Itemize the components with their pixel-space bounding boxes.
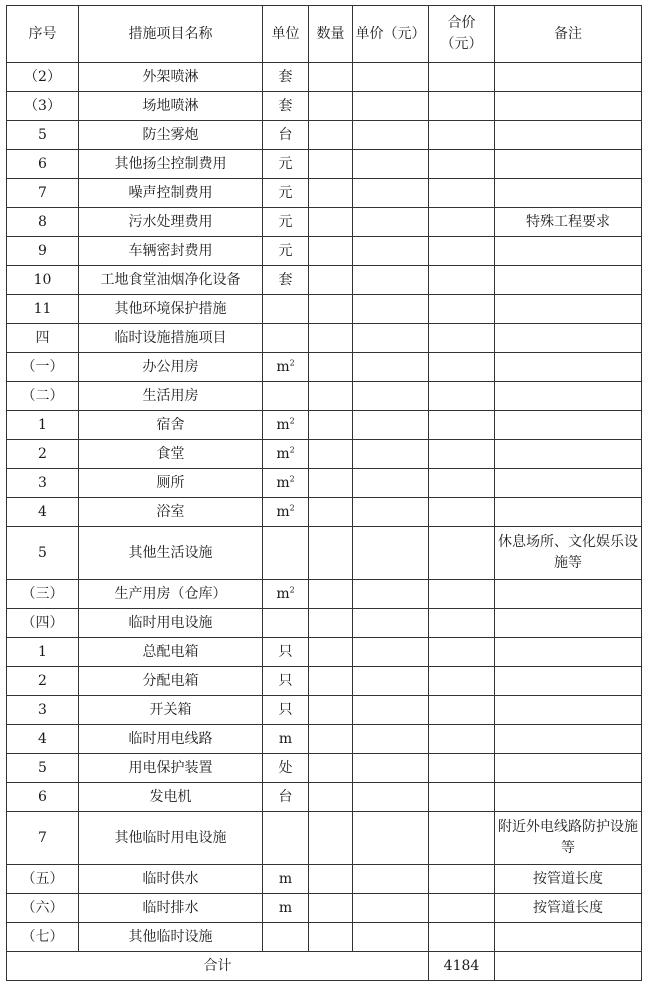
table-row [7,179,642,208]
cell-total [429,580,495,609]
table-row [7,865,642,894]
cell-total [429,894,495,923]
table-row [7,63,642,92]
cell-seq: 1 [7,638,79,667]
cell-unit: 元 [263,179,309,208]
header-note: 备注 [495,6,642,63]
cell-price [353,696,429,725]
cell-note [495,63,642,92]
cell-total [429,208,495,237]
cell-note: 特殊工程要求 [495,208,642,237]
header-unit: 单位 [263,6,309,63]
cell-total [429,121,495,150]
cell-price [353,923,429,952]
total-label: 合计 [7,952,429,981]
cell-price [353,237,429,266]
cell-note [495,696,642,725]
table-row [7,923,642,952]
cell-unit: 元 [263,237,309,266]
cell-total [429,865,495,894]
cell-seq: 5 [7,754,79,783]
total-value: 4184 [429,952,495,981]
cell-total [429,609,495,638]
cell-name: 临时用电线路 [79,725,263,754]
cell-name: 其他临时用电设施 [79,812,263,865]
cell-price [353,609,429,638]
cell-price [353,527,429,580]
cell-total [429,469,495,498]
cell-price [353,725,429,754]
cell-unit: m [263,865,309,894]
cell-unit: 元 [263,208,309,237]
cell-qty [309,754,353,783]
cell-qty [309,469,353,498]
cell-seq: （2） [7,63,79,92]
cell-price [353,324,429,353]
cell-unit: m [263,725,309,754]
cell-total [429,324,495,353]
cell-unit: 元 [263,150,309,179]
cell-note [495,121,642,150]
cell-seq: 2 [7,667,79,696]
cell-name: 防尘雾炮 [79,121,263,150]
cell-unit: $m^2$ [263,440,309,469]
cell-price [353,865,429,894]
cell-note: 按管道长度 [495,865,642,894]
cell-seq: 4 [7,725,79,754]
cell-price [353,498,429,527]
cell-note: 休息场所、文化娱乐设施等 [495,527,642,580]
cell-note [495,324,642,353]
table-row [7,696,642,725]
cell-name: 生活用房 [79,382,263,411]
table-row [7,295,642,324]
cell-note [495,150,642,179]
cell-unit: 套 [263,92,309,121]
cell-price [353,63,429,92]
header-row [7,6,642,63]
cell-seq: 1 [7,411,79,440]
cell-seq: （七） [7,923,79,952]
cell-note [495,754,642,783]
cell-price [353,179,429,208]
cell-note: 附近外电线路防护设施等 [495,812,642,865]
cell-total [429,440,495,469]
cell-seq: 6 [7,783,79,812]
cell-note [495,725,642,754]
cell-seq: 8 [7,208,79,237]
cell-qty [309,63,353,92]
table-row [7,527,642,580]
cell-name: 宿舍 [79,411,263,440]
cell-seq: 10 [7,266,79,295]
cell-unit [263,527,309,580]
cell-total [429,295,495,324]
header-seq: 序号 [7,6,79,63]
cell-seq: 3 [7,696,79,725]
cell-qty [309,498,353,527]
cell-note [495,923,642,952]
cell-name: 其他临时设施 [79,923,263,952]
cell-note [495,237,642,266]
cell-price [353,295,429,324]
cell-total [429,237,495,266]
cell-qty [309,324,353,353]
table-row [7,353,642,382]
cell-unit: $m^2$ [263,353,309,382]
table-row [7,638,642,667]
cell-note [495,667,642,696]
cell-seq: 6 [7,150,79,179]
cell-unit [263,324,309,353]
cell-seq: 7 [7,812,79,865]
total-row [7,952,642,981]
cell-total [429,266,495,295]
cell-total [429,696,495,725]
table-row [7,754,642,783]
table-row [7,812,642,865]
cell-seq: （五） [7,865,79,894]
table-row [7,580,642,609]
cell-note [495,638,642,667]
cell-price [353,382,429,411]
table-row [7,894,642,923]
cell-name: 浴室 [79,498,263,527]
cell-qty [309,295,353,324]
cell-note [495,295,642,324]
cell-price [353,411,429,440]
cell-total [429,527,495,580]
cell-total [429,382,495,411]
cell-price [353,121,429,150]
cell-name: 噪声控制费用 [79,179,263,208]
header-total: 合价（元） [429,6,495,63]
table-row [7,150,642,179]
cell-qty [309,609,353,638]
cell-qty [309,266,353,295]
cell-unit: 处 [263,754,309,783]
table-row [7,667,642,696]
cell-qty [309,382,353,411]
cell-total [429,179,495,208]
cell-note [495,440,642,469]
cell-total [429,923,495,952]
cell-qty [309,440,353,469]
cell-seq: 7 [7,179,79,208]
cell-qty [309,237,353,266]
cell-name: 临时供水 [79,865,263,894]
cell-name: 开关箱 [79,696,263,725]
table-row [7,208,642,237]
cell-name: 用电保护装置 [79,754,263,783]
cell-seq: （3） [7,92,79,121]
cell-total [429,667,495,696]
cell-qty [309,411,353,440]
cell-qty [309,667,353,696]
cell-seq: 5 [7,527,79,580]
cell-note [495,353,642,382]
cell-name: 车辆密封费用 [79,237,263,266]
cell-unit: $m^2$ [263,411,309,440]
cell-name: 厕所 [79,469,263,498]
cell-price [353,812,429,865]
cell-seq: 4 [7,498,79,527]
cell-price [353,353,429,382]
cell-price [353,469,429,498]
table-row [7,498,642,527]
table-row [7,92,642,121]
cell-seq: 5 [7,121,79,150]
header-price: 单价（元） [353,6,429,63]
cell-total [429,754,495,783]
cell-unit: 只 [263,667,309,696]
cell-qty [309,179,353,208]
cell-seq: 9 [7,237,79,266]
cell-qty [309,92,353,121]
cell-total [429,812,495,865]
cell-name: 食堂 [79,440,263,469]
total-note [495,952,642,981]
cell-seq: （二） [7,382,79,411]
cell-seq: 11 [7,295,79,324]
header-qty: 数量 [309,6,353,63]
cell-price [353,754,429,783]
cell-qty [309,696,353,725]
cell-note [495,92,642,121]
cell-name: 其他环境保护措施 [79,295,263,324]
table-row [7,411,642,440]
cell-qty [309,923,353,952]
cell-name: 场地喷淋 [79,92,263,121]
cell-total [429,783,495,812]
cell-price [353,894,429,923]
cell-unit: $m^2$ [263,469,309,498]
cell-qty [309,783,353,812]
cell-price [353,783,429,812]
cell-seq: 2 [7,440,79,469]
table-row [7,609,642,638]
cell-seq: （四） [7,609,79,638]
cell-name: 临时用电设施 [79,609,263,638]
cell-qty [309,527,353,580]
cell-seq: 3 [7,469,79,498]
cell-qty [309,894,353,923]
cell-seq: （六） [7,894,79,923]
cell-price [353,266,429,295]
cell-unit: 套 [263,266,309,295]
cell-price [353,667,429,696]
cell-name: 分配电箱 [79,667,263,696]
cell-price [353,150,429,179]
cell-total [429,92,495,121]
table-row [7,382,642,411]
table-row [7,725,642,754]
cell-total [429,498,495,527]
cell-seq: 四 [7,324,79,353]
table-row [7,783,642,812]
cell-name: 办公用房 [79,353,263,382]
cell-note: 按管道长度 [495,894,642,923]
cell-price [353,580,429,609]
table-row [7,440,642,469]
cell-total [429,638,495,667]
cell-unit: $m^2$ [263,580,309,609]
cell-note [495,266,642,295]
cell-unit [263,295,309,324]
cell-unit: 只 [263,696,309,725]
cell-price [353,638,429,667]
cell-unit [263,609,309,638]
cell-name: 临时设施措施项目 [79,324,263,353]
table-row [7,324,642,353]
cell-qty [309,580,353,609]
cell-unit: 台 [263,121,309,150]
cell-price [353,208,429,237]
cell-note [495,469,642,498]
cell-name: 临时排水 [79,894,263,923]
table-row [7,237,642,266]
cell-seq: （一） [7,353,79,382]
cell-total [429,411,495,440]
cell-note [495,580,642,609]
cell-name: 总配电箱 [79,638,263,667]
table-body [7,63,642,952]
cell-note [495,498,642,527]
cell-unit: 台 [263,783,309,812]
cell-name: 生产用房（仓库） [79,580,263,609]
cell-qty [309,812,353,865]
cell-name: 其他扬尘控制费用 [79,150,263,179]
cell-price [353,440,429,469]
cell-note [495,609,642,638]
cell-unit [263,923,309,952]
cell-unit: 套 [263,63,309,92]
cell-note [495,179,642,208]
cell-qty [309,865,353,894]
cell-name: 其他生活设施 [79,527,263,580]
cell-note [495,382,642,411]
cell-name: 工地食堂油烟净化设备 [79,266,263,295]
cell-name: 外架喷淋 [79,63,263,92]
cell-seq: （三） [7,580,79,609]
cell-total [429,725,495,754]
cell-total [429,353,495,382]
cell-name: 发电机 [79,783,263,812]
cell-price [353,92,429,121]
cell-total [429,150,495,179]
table-row [7,266,642,295]
cell-qty [309,121,353,150]
cell-total [429,63,495,92]
cell-qty [309,208,353,237]
header-name: 措施项目名称 [79,6,263,63]
cell-qty [309,150,353,179]
cell-qty [309,353,353,382]
cell-qty [309,638,353,667]
table-row [7,469,642,498]
cell-unit: $m^2$ [263,498,309,527]
cell-unit: 只 [263,638,309,667]
cell-note [495,783,642,812]
cell-name: 污水处理费用 [79,208,263,237]
table-row [7,121,642,150]
measures-table [6,5,642,981]
cell-qty [309,725,353,754]
cell-unit [263,382,309,411]
cell-unit: m [263,894,309,923]
cell-note [495,411,642,440]
cell-unit [263,812,309,865]
